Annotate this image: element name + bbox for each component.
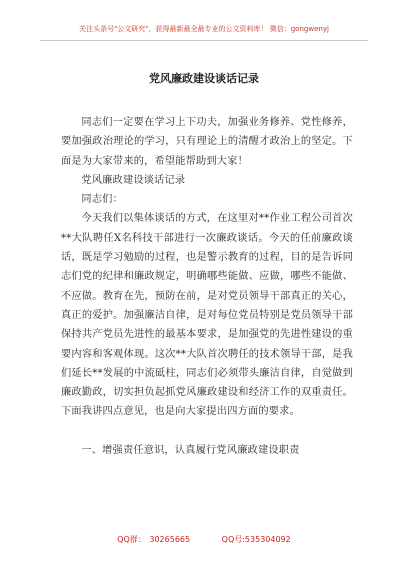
point-one-heading: 一、增强责任意识，认真履行党风廉政建设职责 [81,444,300,456]
header-divider [40,40,368,41]
document-title: 党风廉政建设谈话记录 [149,72,259,85]
qq-account-number: QQ号:535304092 [221,535,291,544]
footer-contact [0,534,408,545]
main-paragraph: 今天我们以集体谈话的方式，在这里对**作业工程公司首次**大队聘任X名科技干部进行一次廉政谈话。今天的任前廉政谈话，既是学习勉励的过程，也是警示教育的过程，目的是告诉同志们党的纪律和廉政规定，明确哪些能做、应做，哪些不能做、不应做。教育在先，预防在前，是对党员领导干部真正的关心，真正的爱护。加强廉洁自律，是对每位党员特别是党员领导干部保持共产党员先进性的最基本要求，是加强党的先进性建设的重要内容和客观体现。这次**大队首次聘任的技术领导干部，是我们延长**发展的中流砥柱，同志们必须带头廉洁自律，自觉做到廉政勤政，切实担负起抓党风廉政建设和经济工作的双重责任。下面我讲四点意见，也是向大家提出四方面的要求。 [61,213,353,418]
qq-group-number: QQ群： 30265665 [117,535,191,544]
section-heading: 党风廉政建设谈话记录 [81,174,186,186]
intro-paragraph: 同志们一定要在学习上下功夫，加强业务修养、党性修养，要加强政治理论的学习，只有理论上的清醒才政治上的坚定。下面是为大家带来的，希望能帮助到大家！ [61,117,353,167]
document-body [61,113,353,460]
salutation: 同志们： [81,194,123,206]
header-banner: 关注头条号"公文研究"，获得最新最全最专业的公文资料库！ 微信：gongwenyj [79,25,329,33]
